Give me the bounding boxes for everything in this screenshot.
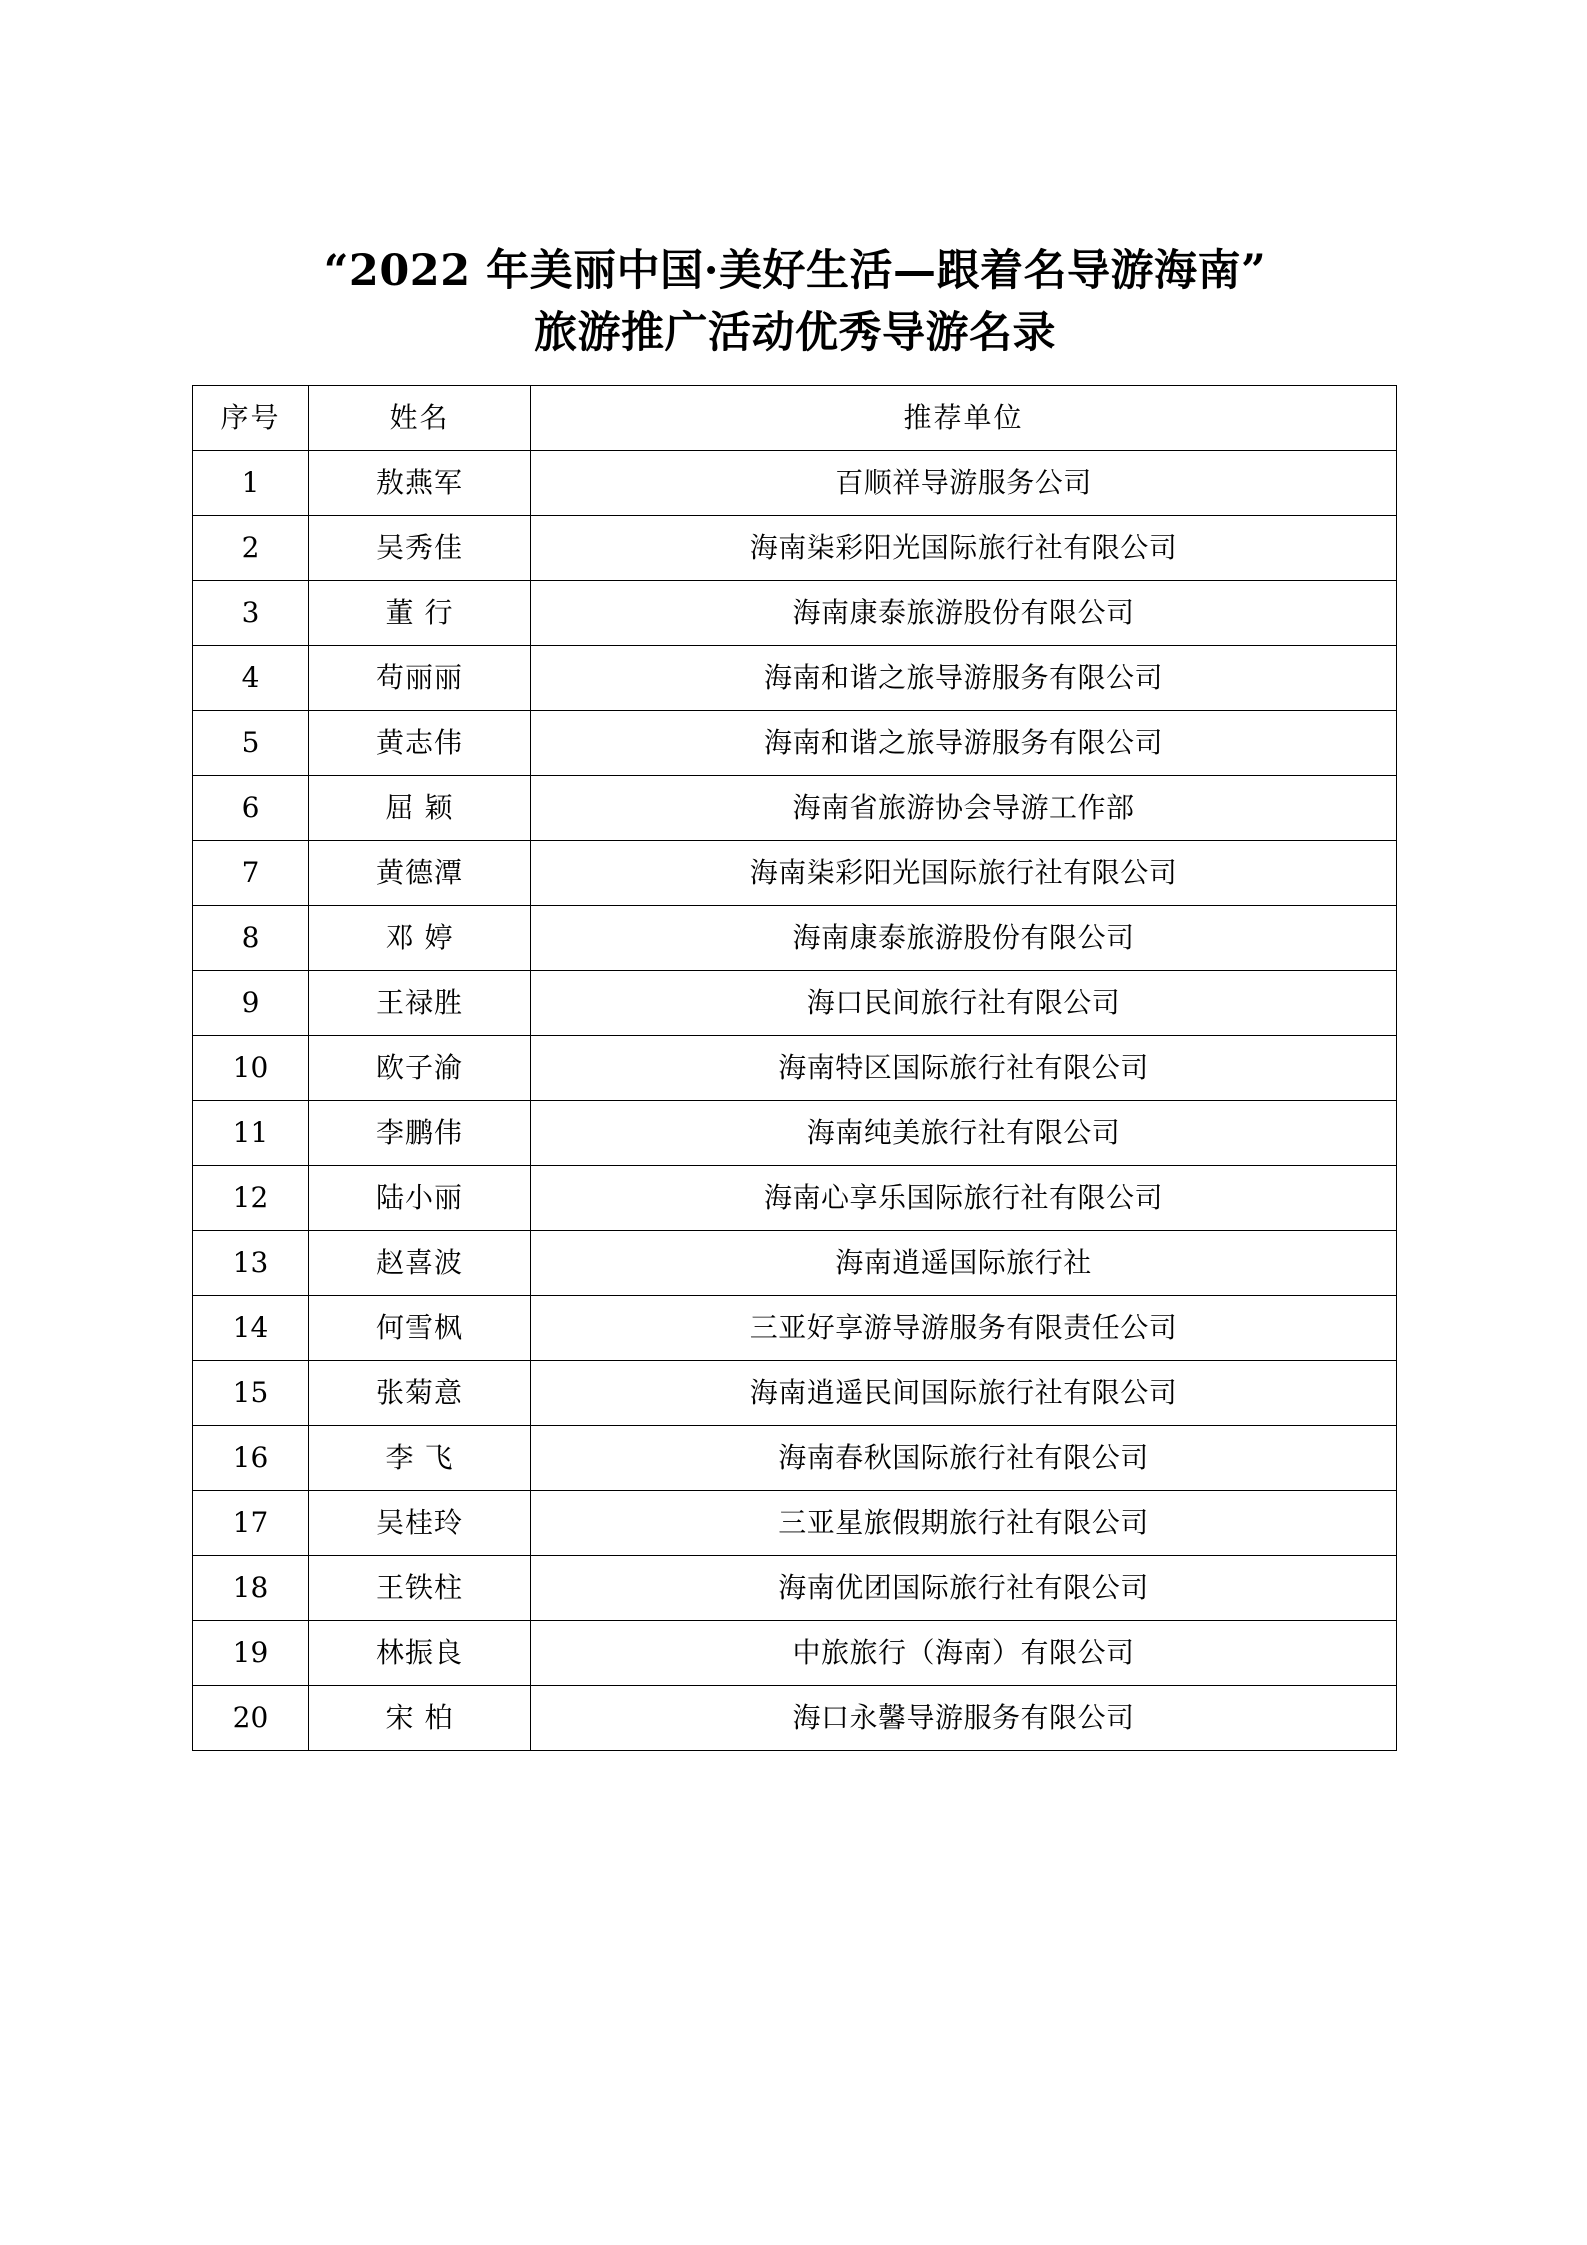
table-row: [193, 1166, 1397, 1231]
column-header-index: 序号: [193, 386, 309, 451]
table-row: [193, 1686, 1397, 1751]
cell-index: 17: [193, 1491, 309, 1556]
cell-index: 19: [193, 1621, 309, 1686]
table-row: [193, 1036, 1397, 1101]
cell-name: 欧子渝: [309, 1036, 531, 1101]
cell-organization: 海南和谐之旅导游服务有限公司: [531, 646, 1397, 711]
cell-name: 李鹏伟: [309, 1101, 531, 1166]
cell-organization: 海南和谐之旅导游服务有限公司: [531, 711, 1397, 776]
cell-index: 9: [193, 971, 309, 1036]
cell-name: 敖燕军: [309, 451, 531, 516]
cell-index: 7: [193, 841, 309, 906]
cell-organization: 百顺祥导游服务公司: [531, 451, 1397, 516]
cell-organization: 三亚星旅假期旅行社有限公司: [531, 1491, 1397, 1556]
cell-name: 林振良: [309, 1621, 531, 1686]
page-title-line-1: “2022 年美丽中国·美好生活—跟着名导游海南”: [323, 246, 1267, 296]
table-row: [193, 1231, 1397, 1296]
cell-index: 16: [193, 1426, 309, 1491]
cell-organization: 海南春秋国际旅行社有限公司: [531, 1426, 1397, 1491]
cell-name: 宋 柏: [309, 1686, 531, 1751]
cell-name: 赵喜波: [309, 1231, 531, 1296]
cell-organization: 海南心享乐国际旅行社有限公司: [531, 1166, 1397, 1231]
cell-organization: 海南逍遥民间国际旅行社有限公司: [531, 1361, 1397, 1426]
cell-index: 6: [193, 776, 309, 841]
cell-name: 何雪枫: [309, 1296, 531, 1361]
cell-organization: 海南特区国际旅行社有限公司: [531, 1036, 1397, 1101]
table-row: [193, 1621, 1397, 1686]
cell-name: 苟丽丽: [309, 646, 531, 711]
cell-name: 王铁柱: [309, 1556, 531, 1621]
cell-name: 张菊意: [309, 1361, 531, 1426]
cell-index: 12: [193, 1166, 309, 1231]
cell-name: 吴秀佳: [309, 516, 531, 581]
table-header-row: [193, 386, 1397, 451]
cell-index: 18: [193, 1556, 309, 1621]
table-row: [193, 841, 1397, 906]
cell-index: 10: [193, 1036, 309, 1101]
cell-organization: 海南省旅游协会导游工作部: [531, 776, 1397, 841]
table-row: [193, 1361, 1397, 1426]
cell-index: 20: [193, 1686, 309, 1751]
cell-organization: 中旅旅行（海南）有限公司: [531, 1621, 1397, 1686]
cell-index: 15: [193, 1361, 309, 1426]
cell-index: 4: [193, 646, 309, 711]
cell-name: 王禄胜: [309, 971, 531, 1036]
column-header-name: 姓名: [309, 386, 531, 451]
table-row: [193, 776, 1397, 841]
cell-organization: 海南柒彩阳光国际旅行社有限公司: [531, 841, 1397, 906]
cell-name: 黄志伟: [309, 711, 531, 776]
table-row: [193, 516, 1397, 581]
table-row: [193, 451, 1397, 516]
cell-organization: 海南柒彩阳光国际旅行社有限公司: [531, 516, 1397, 581]
cell-name: 吴桂玲: [309, 1491, 531, 1556]
cell-index: 5: [193, 711, 309, 776]
cell-index: 14: [193, 1296, 309, 1361]
cell-name: 李 飞: [309, 1426, 531, 1491]
cell-organization: 海南纯美旅行社有限公司: [531, 1101, 1397, 1166]
column-header-organization: 推荐单位: [531, 386, 1397, 451]
cell-organization: 海口民间旅行社有限公司: [531, 971, 1397, 1036]
cell-organization: 海南逍遥国际旅行社: [531, 1231, 1397, 1296]
table-row: [193, 1296, 1397, 1361]
table-row: [193, 971, 1397, 1036]
cell-index: 11: [193, 1101, 309, 1166]
cell-name: 邓 婷: [309, 906, 531, 971]
table-row: [193, 1101, 1397, 1166]
table-row: [193, 711, 1397, 776]
page-title-line-2: 旅游推广活动优秀导游名录: [534, 308, 1056, 358]
table-row: [193, 1556, 1397, 1621]
page-title: [190, 240, 1400, 364]
cell-name: 陆小丽: [309, 1166, 531, 1231]
cell-name: 屈 颖: [309, 776, 531, 841]
cell-index: 3: [193, 581, 309, 646]
table-row: [193, 646, 1397, 711]
cell-index: 13: [193, 1231, 309, 1296]
cell-name: 黄德潭: [309, 841, 531, 906]
table-row: [193, 581, 1397, 646]
table-row: [193, 1491, 1397, 1556]
cell-organization: 海口永馨导游服务有限公司: [531, 1686, 1397, 1751]
cell-organization: 三亚好享游导游服务有限责任公司: [531, 1296, 1397, 1361]
cell-organization: 海南康泰旅游股份有限公司: [531, 581, 1397, 646]
guide-roster-table: [192, 385, 1397, 1751]
table-row: [193, 906, 1397, 971]
cell-index: 8: [193, 906, 309, 971]
cell-organization: 海南优团国际旅行社有限公司: [531, 1556, 1397, 1621]
cell-organization: 海南康泰旅游股份有限公司: [531, 906, 1397, 971]
cell-name: 董 行: [309, 581, 531, 646]
table-row: [193, 1426, 1397, 1491]
cell-index: 2: [193, 516, 309, 581]
cell-index: 1: [193, 451, 309, 516]
